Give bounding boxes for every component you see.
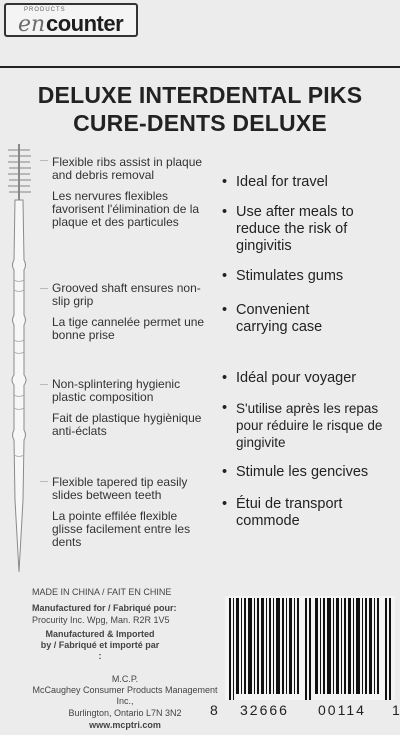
benefit-item: • S'utilise après les repas pour réduire le risque de gingivite [222, 400, 383, 450]
feature-shaft-fr: La tige cannelée permet une bonne prise [52, 315, 205, 342]
benefit-item: • Use after meals to reduce the risk of gingivitis [222, 204, 354, 254]
top-divider [0, 66, 400, 68]
importer-company: McCaughey Consumer Products Management Inc., [32, 685, 218, 706]
bullet-icon: • [222, 370, 228, 386]
title-english: DELUXE INTERDENTAL PIKS [37, 82, 363, 108]
brand-counter: counter [46, 11, 124, 36]
origin-text: MADE IN CHINA / FAIT EN CHINE [32, 587, 172, 597]
manufactured-for-value: Procurity Inc. Wpg, Man. R2R 1V5 [32, 615, 170, 625]
bullet-icon: • [222, 464, 228, 480]
website: www.mcptri.com [89, 720, 161, 730]
upc-left-group: 32666 [240, 702, 289, 718]
callout-tick [40, 160, 48, 161]
bullet-icon: • [222, 204, 228, 220]
benefit-item: • Étui de transport commode [222, 496, 343, 529]
callout-tick [40, 288, 48, 289]
benefit-item: • Convenient carrying case [222, 302, 323, 335]
feature-shaft [52, 282, 210, 342]
title-french: CURE-DENTS DELUXE [73, 110, 327, 136]
callout-tick [40, 481, 48, 482]
feature-plastic-en: Non-splintering hygienic plastic composition [52, 377, 181, 404]
importer-label: Manufactured & Imported by / Fabriqué et importé par : [40, 629, 160, 661]
brand-en: en [18, 12, 46, 37]
feature-ribs-en: Flexible ribs assist in plaque and debris removal [52, 155, 203, 182]
importer-name: M.C.P. [111, 674, 139, 684]
feature-ribs [52, 156, 210, 229]
feature-tip [52, 476, 210, 549]
feature-ribs-fr: Les nervures flexibles favorisent l'élimination de la plaque et des particules [52, 189, 200, 229]
callout-tick [40, 384, 48, 385]
manufactured-for-label: Manufactured for / Fabriqué pour: [32, 603, 177, 613]
barcode [225, 596, 395, 700]
feature-tip-fr: La pointe effilée flexible glisse facilement entre les dents [52, 509, 191, 549]
benefit-item: • Idéal pour voyager [222, 370, 357, 386]
bullet-icon: • [222, 496, 228, 512]
feature-plastic-fr: Fait de plastique hygiènique anti-éclats [52, 411, 202, 438]
bullet-icon: • [222, 174, 228, 190]
benefit-item: • Stimulates gums [222, 268, 344, 284]
upc-right-group: 00114 [318, 702, 366, 718]
feature-plastic [52, 378, 210, 438]
brand-logo [4, 3, 138, 37]
toothpick-illustration [4, 140, 44, 580]
upc-check-digit: 1 [392, 702, 400, 718]
upc-first-digit: 8 [210, 702, 218, 718]
benefit-item: • Ideal for travel [222, 174, 328, 190]
feature-shaft-en: Grooved shaft ensures non-slip grip [52, 281, 201, 308]
benefit-item: • Stimule les gencives [222, 464, 369, 480]
brand-small-text: PRODUCTS [24, 7, 66, 13]
bullet-icon: • [222, 302, 228, 318]
feature-tip-en: Flexible tapered tip easily slides between teeth [52, 475, 188, 502]
bullet-icon: • [222, 400, 228, 416]
importer-city: Burlington, Ontario L7N 3N2 [68, 708, 182, 718]
bullet-icon: • [222, 268, 228, 284]
